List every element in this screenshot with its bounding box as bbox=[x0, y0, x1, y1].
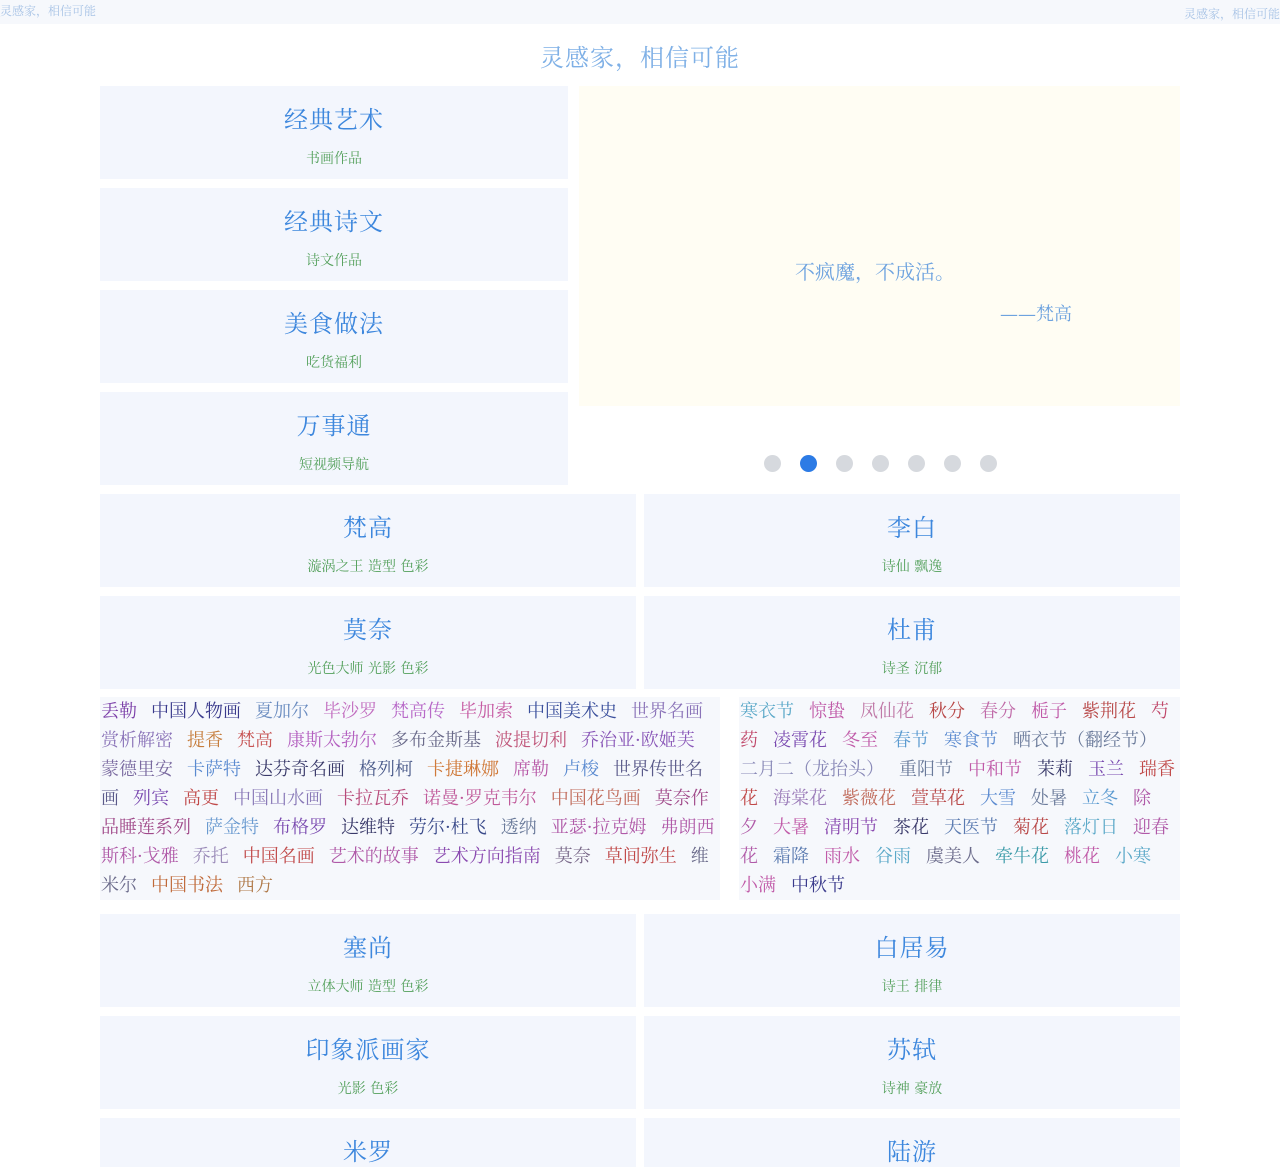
card-title: 塞尚 bbox=[343, 934, 393, 962]
season-topic-link[interactable]: 雨水 bbox=[824, 846, 860, 867]
art-topic-link[interactable]: 萨金特 bbox=[205, 817, 259, 838]
art-topic-link[interactable]: 艺术的故事 bbox=[328, 846, 419, 867]
top-bar bbox=[0, 0, 1280, 24]
season-topic-link[interactable]: 春节 bbox=[893, 730, 929, 751]
art-topic-link[interactable]: 卡拉瓦乔 bbox=[337, 788, 409, 809]
art-topic-link[interactable]: 世界名画赏析解密 bbox=[101, 701, 703, 751]
art-topic-link[interactable]: 波提切利 bbox=[495, 730, 567, 751]
carousel-dot[interactable] bbox=[836, 455, 853, 472]
art-topic-link[interactable]: 列宾 bbox=[133, 788, 169, 809]
art-topic-link[interactable]: 毕加索 bbox=[459, 701, 513, 722]
art-topic-link[interactable]: 维米尔 bbox=[101, 846, 709, 896]
art-topic-link[interactable]: 康斯太勃尔 bbox=[287, 730, 377, 751]
card-title: 美食做法 bbox=[284, 310, 384, 338]
card-subtitle: 书画作品 bbox=[306, 151, 362, 167]
card-subtitle: 漩涡之王 造型 色彩 bbox=[307, 559, 429, 575]
art-topic-link[interactable]: 亚瑟·拉克姆 bbox=[550, 817, 647, 838]
art-topic-link[interactable]: 诺曼·罗克韦尔 bbox=[423, 788, 537, 809]
card-title: 万事通 bbox=[296, 412, 372, 440]
card-title: 米罗 bbox=[343, 1138, 393, 1166]
season-topic-link[interactable]: 春分 bbox=[980, 701, 1016, 722]
carousel-dot-active[interactable] bbox=[800, 455, 817, 472]
art-topic-link[interactable]: 卡萨特 bbox=[187, 759, 241, 780]
card-subtitle: 吃货福利 bbox=[306, 355, 362, 371]
artist-card-monet[interactable] bbox=[100, 596, 636, 689]
season-topic-link[interactable]: 牵牛花 bbox=[995, 846, 1049, 867]
season-topic-link[interactable]: 茉莉 bbox=[1037, 759, 1073, 780]
card-title: 杜甫 bbox=[887, 616, 937, 644]
art-topic-links bbox=[100, 697, 720, 900]
art-topic-link[interactable]: 艺术方向指南 bbox=[432, 846, 541, 867]
carousel-dot[interactable] bbox=[980, 455, 997, 472]
season-topic-link[interactable]: 小寒 bbox=[1115, 846, 1151, 867]
card-subtitle: 诗文作品 bbox=[306, 253, 362, 269]
art-topic-link[interactable]: 莫奈作品睡莲系列 bbox=[101, 788, 709, 838]
card-title: 苏轼 bbox=[887, 1036, 937, 1064]
banner-quote: 不疯魔，不成活。 bbox=[795, 260, 955, 284]
banner-author: ——梵高 bbox=[1000, 304, 1072, 325]
season-topic-link[interactable]: 立冬 bbox=[1082, 788, 1118, 809]
card-subtitle: 光色大师 光影 色彩 bbox=[307, 661, 429, 677]
season-topic-link[interactable]: 谷雨 bbox=[875, 846, 911, 867]
season-topic-link[interactable]: 萱草花 bbox=[911, 788, 965, 809]
poet-card-li-bai[interactable] bbox=[644, 494, 1180, 587]
site-title: 灵感家，相信可能 bbox=[540, 44, 740, 72]
season-topic-link[interactable]: 玉兰 bbox=[1088, 759, 1124, 780]
art-topic-link[interactable]: 毕沙罗 bbox=[323, 701, 377, 722]
art-topic-link[interactable]: 透纳 bbox=[500, 817, 537, 838]
art-topic-link[interactable]: 乔托 bbox=[192, 846, 229, 867]
card-title: 经典艺术 bbox=[284, 106, 384, 134]
season-topic-link[interactable]: 秋分 bbox=[929, 701, 965, 722]
art-topic-link[interactable]: 中国山水画 bbox=[233, 788, 323, 809]
art-topic-link[interactable]: 卢梭 bbox=[563, 759, 599, 780]
card-title: 梵高 bbox=[343, 514, 393, 542]
season-topic-link[interactable]: 寒衣节 bbox=[740, 701, 794, 722]
top-left-text: 灵感家，相信可能 bbox=[0, 4, 97, 18]
art-topic-link[interactable]: 乔治亚·欧姬芙 bbox=[581, 730, 695, 751]
carousel-dot[interactable] bbox=[764, 455, 781, 472]
category-card-classic-art[interactable] bbox=[100, 86, 568, 179]
art-topic-link[interactable]: 劳尔·杜飞 bbox=[409, 817, 487, 838]
season-topic-link[interactable]: 晒衣节（翻经节） bbox=[1013, 730, 1157, 751]
season-topic-link[interactable]: 天医节 bbox=[944, 817, 998, 838]
season-topic-link[interactable]: 迎春花 bbox=[740, 817, 1169, 867]
art-topic-link[interactable]: 多布金斯基 bbox=[391, 730, 481, 751]
season-topic-link[interactable]: 大雪 bbox=[980, 788, 1016, 809]
art-topic-link[interactable]: 莫奈 bbox=[554, 846, 591, 867]
season-topic-link[interactable]: 芍药 bbox=[740, 701, 1169, 751]
season-topic-link[interactable]: 茶花 bbox=[893, 817, 929, 838]
season-topic-link[interactable]: 霜降 bbox=[773, 846, 809, 867]
carousel-dot[interactable] bbox=[944, 455, 961, 472]
season-topic-link[interactable]: 凤仙花 bbox=[860, 701, 914, 722]
season-topic-link[interactable]: 处暑 bbox=[1031, 788, 1067, 809]
art-topic-link[interactable]: 弗朗西斯科·戈雅 bbox=[101, 817, 715, 867]
art-topic-link[interactable]: 夏加尔 bbox=[255, 701, 309, 722]
season-topic-link[interactable]: 瑞香花 bbox=[740, 759, 1175, 809]
art-topic-link[interactable]: 中国花鸟画 bbox=[550, 788, 641, 809]
card-title: 陆游 bbox=[887, 1138, 937, 1166]
season-topic-link[interactable]: 二月二（龙抬头） bbox=[740, 759, 884, 780]
art-topic-link[interactable]: 草间弥生 bbox=[604, 846, 677, 867]
art-topic-link[interactable]: 世界传世名画 bbox=[101, 759, 703, 809]
season-topic-link[interactable]: 惊蛰 bbox=[809, 701, 845, 722]
art-topic-link[interactable]: 达芬奇名画 bbox=[255, 759, 345, 780]
art-topic-link[interactable]: 中国美术史 bbox=[527, 701, 617, 722]
card-subtitle: 短视频导航 bbox=[299, 457, 369, 473]
artist-card-impressionists[interactable] bbox=[100, 1016, 636, 1109]
card-subtitle: 立体大师 造型 色彩 bbox=[307, 979, 429, 995]
season-topic-links bbox=[739, 697, 1180, 900]
artist-card-cezanne[interactable] bbox=[100, 914, 636, 1007]
season-topic-link[interactable]: 大暑 bbox=[773, 817, 809, 838]
season-topic-link[interactable]: 寒食节 bbox=[944, 730, 998, 751]
poet-card-lu-you[interactable] bbox=[644, 1118, 1180, 1167]
art-topic-link[interactable]: 高更 bbox=[183, 788, 219, 809]
category-card-classic-poetry[interactable] bbox=[100, 188, 568, 281]
season-topic-link[interactable]: 落灯日 bbox=[1064, 817, 1118, 838]
art-topic-link[interactable]: 中国名画 bbox=[242, 846, 315, 867]
art-topic-link[interactable]: 梵高传 bbox=[391, 701, 445, 722]
card-subtitle: 光影 色彩 bbox=[337, 1081, 399, 1097]
art-topic-link[interactable]: 西方 bbox=[237, 875, 273, 896]
category-card-know-all[interactable] bbox=[100, 392, 568, 485]
card-subtitle: 诗神 豪放 bbox=[881, 1081, 943, 1097]
card-title: 白居易 bbox=[874, 934, 950, 962]
carousel-dots bbox=[764, 455, 997, 472]
season-topic-link[interactable]: 栀子 bbox=[1031, 701, 1067, 722]
art-topic-link[interactable]: 中国书法 bbox=[151, 875, 223, 896]
carousel-dot[interactable] bbox=[872, 455, 889, 472]
art-topic-link[interactable]: 提香 bbox=[187, 730, 223, 751]
season-topic-link[interactable]: 紫荆花 bbox=[1082, 701, 1136, 722]
category-card-food[interactable] bbox=[100, 290, 568, 383]
season-topic-link[interactable]: 虞美人 bbox=[926, 846, 980, 867]
art-topic-link[interactable]: 丢勒 bbox=[101, 701, 137, 722]
quote-banner[interactable] bbox=[579, 86, 1180, 406]
art-topic-link[interactable]: 席勒 bbox=[513, 759, 549, 780]
season-topic-link[interactable]: 凌霄花 bbox=[773, 730, 827, 751]
card-title: 印象派画家 bbox=[305, 1036, 431, 1064]
art-topic-link[interactable]: 格列柯 bbox=[359, 759, 413, 780]
season-topic-link[interactable]: 中秋节 bbox=[791, 875, 845, 896]
poet-card-bai-juyi[interactable] bbox=[644, 914, 1180, 1007]
card-subtitle: 诗圣 沉郁 bbox=[881, 661, 943, 677]
season-topic-link[interactable]: 海棠花 bbox=[773, 788, 827, 809]
season-topic-link[interactable]: 小满 bbox=[740, 875, 776, 896]
art-topic-link[interactable]: 梵高 bbox=[237, 730, 273, 751]
card-subtitle: 诗王 排律 bbox=[881, 979, 943, 995]
season-topic-link[interactable]: 桃花 bbox=[1064, 846, 1100, 867]
card-title: 李白 bbox=[887, 514, 937, 542]
art-topic-link[interactable]: 蒙德里安 bbox=[101, 759, 173, 780]
artist-card-miro[interactable] bbox=[100, 1118, 636, 1167]
carousel-dot[interactable] bbox=[908, 455, 925, 472]
poet-card-su-shi[interactable] bbox=[644, 1016, 1180, 1109]
card-title: 经典诗文 bbox=[284, 208, 384, 236]
season-topic-link[interactable]: 冬至 bbox=[842, 730, 878, 751]
season-topic-link[interactable]: 中和节 bbox=[968, 759, 1022, 780]
card-subtitle: 诗仙 飘逸 bbox=[881, 559, 943, 575]
season-topic-link[interactable]: 紫薇花 bbox=[842, 788, 896, 809]
top-right-text: 灵感家，相信可能 bbox=[1183, 7, 1280, 21]
season-topic-link[interactable]: 重阳节 bbox=[899, 759, 953, 780]
season-topic-link[interactable]: 除夕 bbox=[740, 788, 1151, 838]
art-topic-link[interactable]: 布格罗 bbox=[273, 817, 327, 838]
season-topic-link[interactable]: 菊花 bbox=[1013, 817, 1049, 838]
artist-card-van-gogh[interactable] bbox=[100, 494, 636, 587]
art-topic-link[interactable]: 卡捷琳娜 bbox=[427, 759, 499, 780]
card-title: 莫奈 bbox=[343, 616, 393, 644]
art-topic-link[interactable]: 达维特 bbox=[341, 817, 395, 838]
season-topic-link[interactable]: 清明节 bbox=[824, 817, 878, 838]
poet-card-du-fu[interactable] bbox=[644, 596, 1180, 689]
art-topic-link[interactable]: 中国人物画 bbox=[151, 701, 241, 722]
